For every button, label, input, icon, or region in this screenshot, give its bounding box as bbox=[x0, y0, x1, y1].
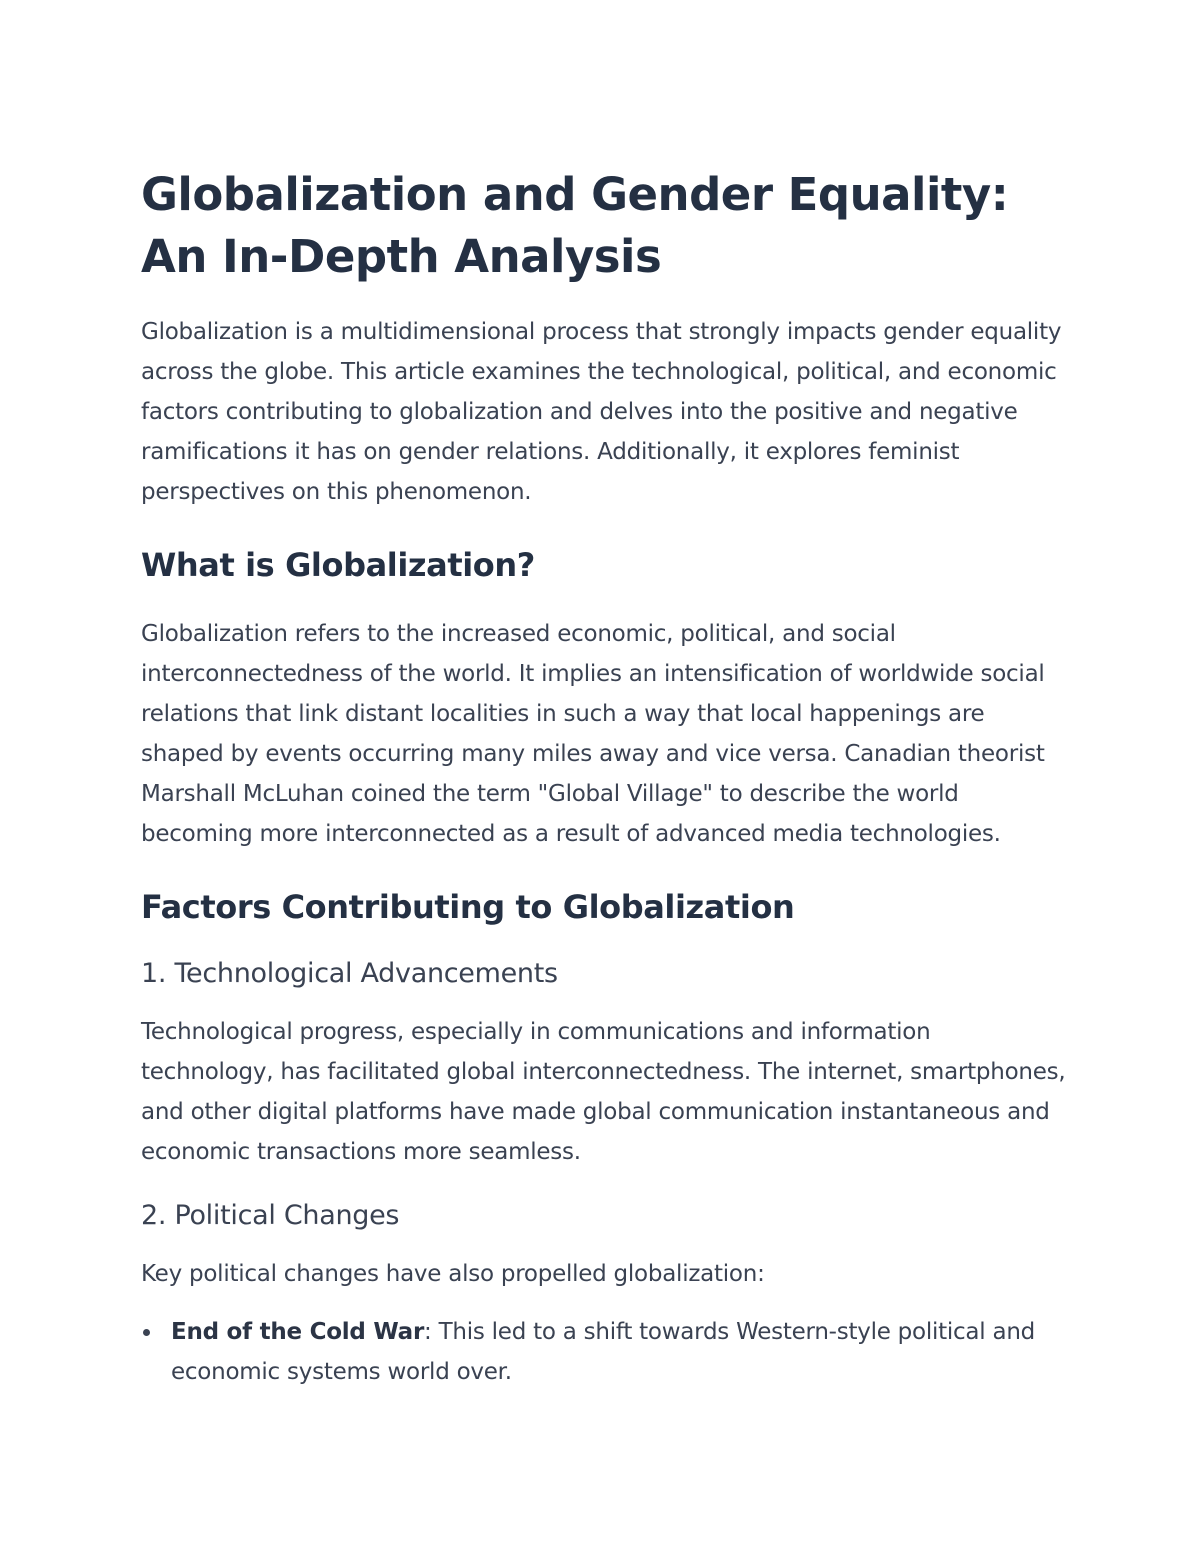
document-page bbox=[141, 164, 1066, 1392]
subsection-heading-political: 2. Political Changes bbox=[141, 1200, 400, 1231]
page-title: Globalization and Gender Equality: An In-Depth Analysis bbox=[141, 168, 1009, 283]
list-item-text: : This led to a shift towards Western-style political and economic systems world over. bbox=[171, 1319, 1035, 1385]
subsection-body-political: Key political changes have also propelled globalization: bbox=[141, 1261, 765, 1287]
list-item-term: End of the Cold War bbox=[171, 1319, 425, 1345]
section-body-what-is-globalization: Globalization refers to the increased economic, political, and social interconnectedness of the world. It implies an intensification of worldwide social relations that link distant localities in such a way that local happenings are shaped by events occurring many miles away and vice versa. Canadian theorist Marshall McLuhan coined the term "Global Village" to describe the world becoming more interconnected as a result of advanced media technologies. bbox=[141, 621, 1045, 847]
list-item bbox=[141, 1312, 1066, 1392]
subsection-body-technological: Technological progress, especially in communications and information technology, has facilitated global interconnectedness. The internet, smartphones, and other digital platforms have made global communication instantaneous and economic transactions more seamless. bbox=[141, 1019, 1066, 1165]
political-changes-list bbox=[141, 1312, 1066, 1392]
bullet-icon bbox=[143, 1329, 150, 1336]
section-heading-factors: Factors Contributing to Globalization bbox=[141, 888, 795, 926]
section-heading-what-is-globalization: What is Globalization? bbox=[141, 546, 535, 584]
intro-paragraph: Globalization is a multidimensional process that strongly impacts gender equality across the globe. This article examines the technological, political, and economic factors contributing to globalization and delves into the positive and negative ramifications it has on gender relations. Additionally, it explores feminist perspectives on this phenomenon. bbox=[141, 319, 1062, 505]
subsection-heading-technological: 1. Technological Advancements bbox=[141, 958, 558, 989]
